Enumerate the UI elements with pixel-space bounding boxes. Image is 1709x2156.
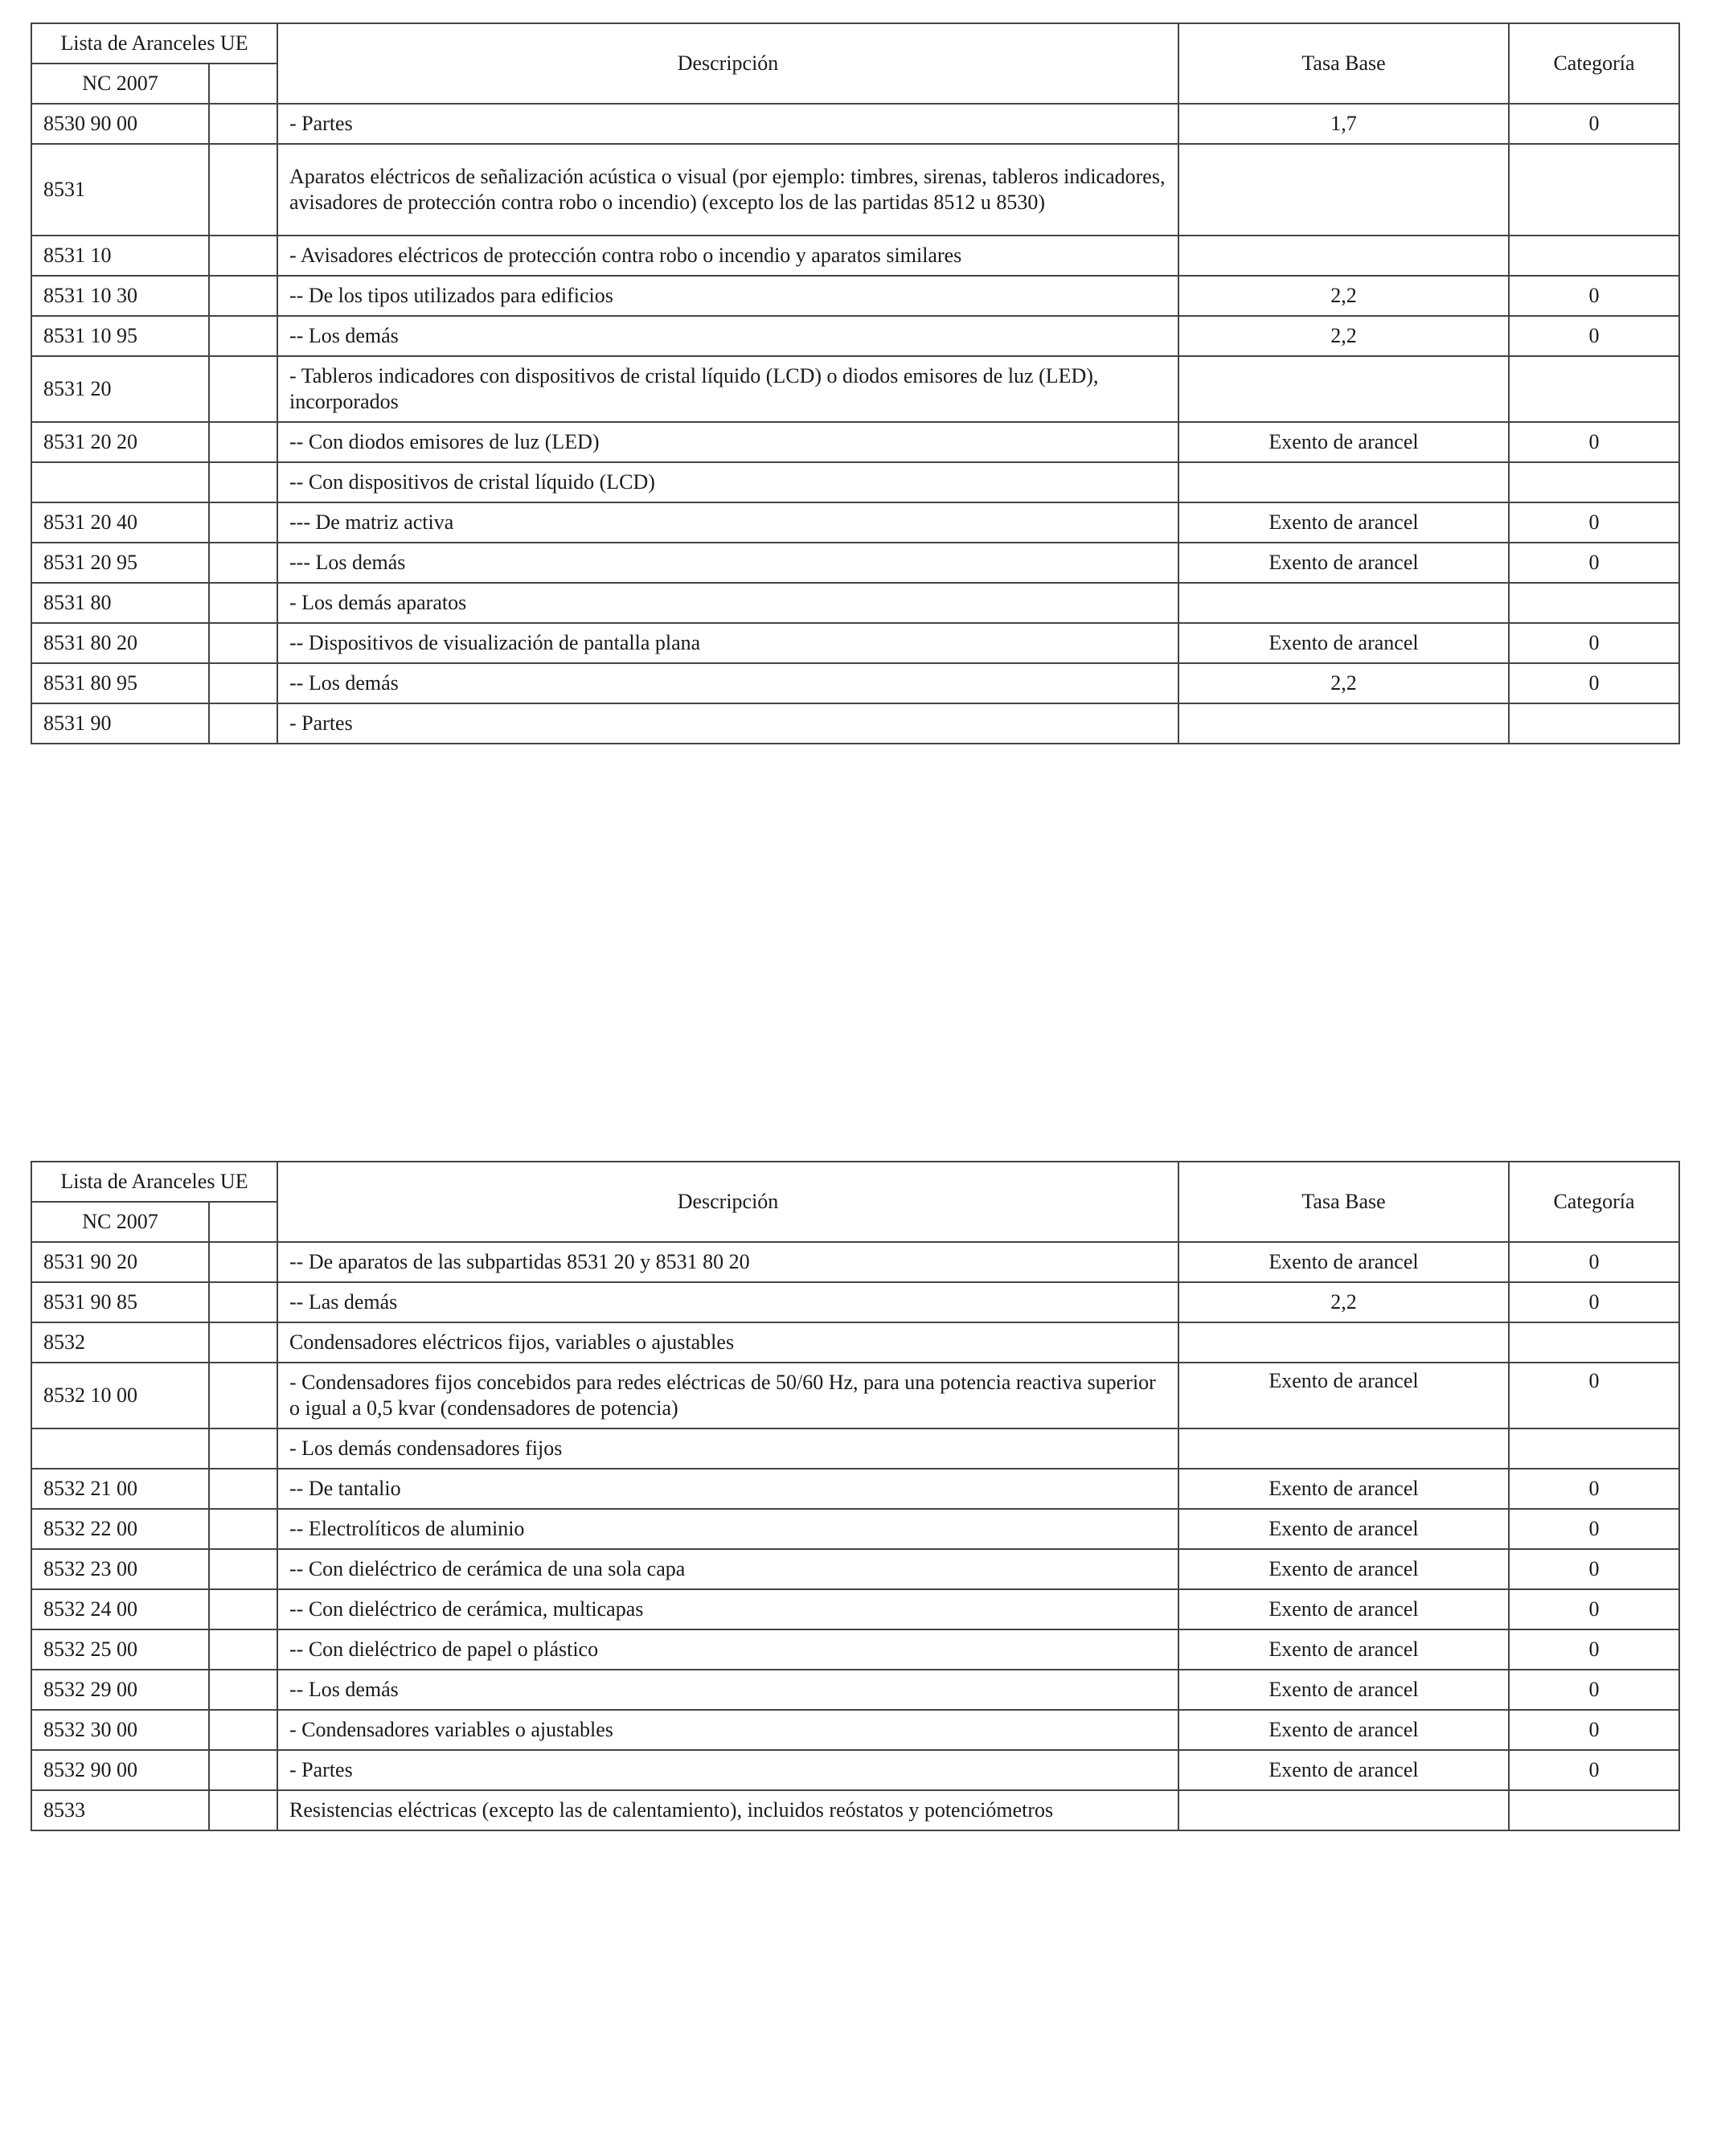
description-cell: -- Electrolíticos de aluminio: [277, 1509, 1178, 1549]
tasa-base-cell: [1178, 1428, 1509, 1469]
table-row: [31, 1790, 1679, 1830]
description-cell: -- Los demás: [277, 663, 1178, 703]
tasa-base-cell: [1178, 462, 1509, 502]
extra-cell: [209, 543, 277, 583]
code-cell: 8531 20 20: [31, 422, 209, 462]
header-descripcion: Descripción: [277, 1162, 1178, 1242]
extra-cell: [209, 1282, 277, 1322]
table-row: [31, 462, 1679, 502]
table-row: [31, 1629, 1679, 1670]
code-cell: 8532 30 00: [31, 1710, 209, 1750]
tasa-base-cell: Exento de arancel: [1178, 623, 1509, 663]
header-tasa-base: Tasa Base: [1178, 1162, 1509, 1242]
tasa-base-cell: Exento de arancel: [1178, 1469, 1509, 1509]
tasa-base-cell: Exento de arancel: [1178, 502, 1509, 543]
description-cell: -- De los tipos utilizados para edificios: [277, 276, 1178, 316]
description-cell: -- Con dispositivos de cristal líquido (LCD): [277, 462, 1178, 502]
extra-cell: [209, 1670, 277, 1710]
description-cell: -- Con diodos emisores de luz (LED): [277, 422, 1178, 462]
table-row: [31, 543, 1679, 583]
extra-cell: [209, 1710, 277, 1750]
tasa-base-cell: Exento de arancel: [1178, 1242, 1509, 1282]
extra-cell: [209, 144, 277, 236]
categoria-cell: [1509, 144, 1679, 236]
tasa-base-cell: 2,2: [1178, 1282, 1509, 1322]
code-cell: 8533: [31, 1790, 209, 1830]
extra-cell: [209, 1322, 277, 1363]
table-row: [31, 502, 1679, 543]
categoria-cell: 0: [1509, 1549, 1679, 1589]
extra-cell: [209, 316, 277, 356]
table-row: [31, 1282, 1679, 1322]
description-cell: -- Los demás: [277, 1670, 1178, 1710]
description-cell: -- Los demás: [277, 316, 1178, 356]
categoria-cell: [1509, 1322, 1679, 1363]
header-row: [31, 23, 1679, 64]
table-row: [31, 1509, 1679, 1549]
code-cell: 8531 10 95: [31, 316, 209, 356]
description-cell: Condensadores eléctricos fijos, variables o ajustables: [277, 1322, 1178, 1363]
description-cell: - Partes: [277, 104, 1178, 144]
code-cell: 8531 80: [31, 583, 209, 623]
extra-cell: [209, 1363, 277, 1428]
tasa-base-cell: Exento de arancel: [1178, 1509, 1509, 1549]
description-cell: - Partes: [277, 1750, 1178, 1790]
code-cell: 8532 21 00: [31, 1469, 209, 1509]
table-row: [31, 104, 1679, 144]
table-row: [31, 663, 1679, 703]
table-row: [31, 236, 1679, 276]
code-cell: 8531 20: [31, 356, 209, 422]
table-body: [31, 1162, 1679, 1830]
tasa-base-cell: 2,2: [1178, 276, 1509, 316]
categoria-cell: 0: [1509, 663, 1679, 703]
categoria-cell: 0: [1509, 1750, 1679, 1790]
header-lista: Lista de Aranceles UE: [31, 23, 277, 64]
categoria-cell: [1509, 1790, 1679, 1830]
description-cell: - Condensadores variables o ajustables: [277, 1710, 1178, 1750]
tasa-base-cell: Exento de arancel: [1178, 1363, 1509, 1428]
header-nc: NC 2007: [31, 1202, 209, 1242]
table-row: [31, 1670, 1679, 1710]
tasa-base-cell: [1178, 144, 1509, 236]
description-cell: - Condensadores fijos concebidos para redes eléctricas de 50/60 Hz, para una potencia reactiva superior o igual a 0,5 kvar (condensadores de potencia): [277, 1363, 1178, 1428]
description-cell: -- De tantalio: [277, 1469, 1178, 1509]
code-cell: 8530 90 00: [31, 104, 209, 144]
table-row: [31, 703, 1679, 744]
extra-cell: [209, 1509, 277, 1549]
table-row: [31, 1549, 1679, 1589]
description-cell: -- Con dieléctrico de cerámica, multicapas: [277, 1589, 1178, 1629]
code-cell: [31, 1428, 209, 1469]
categoria-cell: 0: [1509, 1509, 1679, 1549]
table-row: [31, 1750, 1679, 1790]
table-row: [31, 316, 1679, 356]
table-row: [31, 623, 1679, 663]
categoria-cell: 0: [1509, 543, 1679, 583]
table-row: [31, 356, 1679, 422]
table-row: [31, 1469, 1679, 1509]
categoria-cell: [1509, 703, 1679, 744]
categoria-cell: 0: [1509, 1670, 1679, 1710]
code-cell: 8531: [31, 144, 209, 236]
table-row: [31, 583, 1679, 623]
description-cell: --- Los demás: [277, 543, 1178, 583]
extra-cell: [209, 276, 277, 316]
categoria-cell: 0: [1509, 1710, 1679, 1750]
table-row: [31, 1363, 1679, 1428]
table-row: [31, 1589, 1679, 1629]
header-empty-cell: [209, 1202, 277, 1242]
tasa-base-cell: Exento de arancel: [1178, 1629, 1509, 1670]
code-cell: 8531 10: [31, 236, 209, 276]
extra-cell: [209, 1750, 277, 1790]
tasa-base-cell: Exento de arancel: [1178, 1549, 1509, 1589]
extra-cell: [209, 623, 277, 663]
description-cell: - Avisadores eléctricos de protección contra robo o incendio y aparatos similares: [277, 236, 1178, 276]
extra-cell: [209, 422, 277, 462]
tasa-base-cell: Exento de arancel: [1178, 422, 1509, 462]
extra-cell: [209, 663, 277, 703]
table-row: [31, 1710, 1679, 1750]
description-cell: Aparatos eléctricos de señalización acústica o visual (por ejemplo: timbres, sirenas, tableros indicadores, avisadores de protección contra robo o incendio) (excepto los de las partidas 8512 u 8530): [277, 144, 1178, 236]
table-row: [31, 1242, 1679, 1282]
tasa-base-cell: [1178, 703, 1509, 744]
code-cell: 8532 29 00: [31, 1670, 209, 1710]
code-cell: 8531 20 40: [31, 502, 209, 543]
tariff-table-1: [31, 23, 1680, 744]
table-body: [31, 23, 1679, 744]
table-row: [31, 1322, 1679, 1363]
categoria-cell: 0: [1509, 104, 1679, 144]
categoria-cell: 0: [1509, 422, 1679, 462]
categoria-cell: 0: [1509, 276, 1679, 316]
header-categoria: Categoría: [1509, 23, 1679, 104]
code-cell: 8532 23 00: [31, 1549, 209, 1589]
tasa-base-cell: Exento de arancel: [1178, 543, 1509, 583]
header-tasa-base: Tasa Base: [1178, 23, 1509, 104]
tasa-base-cell: [1178, 1790, 1509, 1830]
extra-cell: [209, 583, 277, 623]
tasa-base-cell: [1178, 583, 1509, 623]
categoria-cell: [1509, 583, 1679, 623]
extra-cell: [209, 1549, 277, 1589]
categoria-cell: 0: [1509, 316, 1679, 356]
table-row: [31, 276, 1679, 316]
categoria-cell: [1509, 462, 1679, 502]
categoria-cell: 0: [1509, 623, 1679, 663]
header-empty-cell: [209, 64, 277, 104]
code-cell: 8532 10 00: [31, 1363, 209, 1428]
code-cell: 8531 90: [31, 703, 209, 744]
code-cell: 8531 20 95: [31, 543, 209, 583]
categoria-cell: 0: [1509, 1629, 1679, 1670]
header-descripcion: Descripción: [277, 23, 1178, 104]
extra-cell: [209, 1242, 277, 1282]
extra-cell: [209, 236, 277, 276]
extra-cell: [209, 1589, 277, 1629]
description-cell: -- Con dieléctrico de papel o plástico: [277, 1629, 1178, 1670]
categoria-cell: 0: [1509, 1282, 1679, 1322]
categoria-cell: 0: [1509, 1469, 1679, 1509]
extra-cell: [209, 104, 277, 144]
code-cell: 8532 25 00: [31, 1629, 209, 1670]
tasa-base-cell: 2,2: [1178, 663, 1509, 703]
description-cell: -- Con dieléctrico de cerámica de una sola capa: [277, 1549, 1178, 1589]
extra-cell: [209, 1428, 277, 1469]
tasa-base-cell: [1178, 236, 1509, 276]
code-cell: 8532 24 00: [31, 1589, 209, 1629]
description-cell: -- De aparatos de las subpartidas 8531 20 y 8531 80 20: [277, 1242, 1178, 1282]
tasa-base-cell: Exento de arancel: [1178, 1750, 1509, 1790]
extra-cell: [209, 502, 277, 543]
code-cell: 8532: [31, 1322, 209, 1363]
description-cell: - Los demás condensadores fijos: [277, 1428, 1178, 1469]
table-row: [31, 422, 1679, 462]
code-cell: 8531 80 20: [31, 623, 209, 663]
categoria-cell: 0: [1509, 1589, 1679, 1629]
code-cell: 8531 10 30: [31, 276, 209, 316]
code-cell: 8532 90 00: [31, 1750, 209, 1790]
description-cell: --- De matriz activa: [277, 502, 1178, 543]
extra-cell: [209, 356, 277, 422]
description-cell: - Partes: [277, 703, 1178, 744]
header-categoria: Categoría: [1509, 1162, 1679, 1242]
code-cell: 8532 22 00: [31, 1509, 209, 1549]
description-cell: -- Dispositivos de visualización de pantalla plana: [277, 623, 1178, 663]
table-row: [31, 144, 1679, 236]
header-nc: NC 2007: [31, 64, 209, 104]
extra-cell: [209, 1629, 277, 1670]
categoria-cell: 0: [1509, 1242, 1679, 1282]
tasa-base-cell: Exento de arancel: [1178, 1589, 1509, 1629]
categoria-cell: [1509, 236, 1679, 276]
extra-cell: [209, 1790, 277, 1830]
description-cell: Resistencias eléctricas (excepto las de calentamiento), incluidos reóstatos y potenciómetros: [277, 1790, 1178, 1830]
categoria-cell: 0: [1509, 502, 1679, 543]
header-lista: Lista de Aranceles UE: [31, 1162, 277, 1202]
code-cell: 8531 80 95: [31, 663, 209, 703]
code-cell: 8531 90 85: [31, 1282, 209, 1322]
tasa-base-cell: [1178, 356, 1509, 422]
description-cell: - Tableros indicadores con dispositivos de cristal líquido (LCD) o diodos emisores de luz (LED), incorporados: [277, 356, 1178, 422]
description-cell: - Los demás aparatos: [277, 583, 1178, 623]
table-row: [31, 1428, 1679, 1469]
tasa-base-cell: 2,2: [1178, 316, 1509, 356]
tasa-base-cell: [1178, 1322, 1509, 1363]
code-cell: 8531 90 20: [31, 1242, 209, 1282]
tasa-base-cell: Exento de arancel: [1178, 1670, 1509, 1710]
extra-cell: [209, 462, 277, 502]
categoria-cell: [1509, 1428, 1679, 1469]
categoria-cell: [1509, 356, 1679, 422]
tasa-base-cell: 1,7: [1178, 104, 1509, 144]
tariff-table-2: [31, 1161, 1680, 1831]
extra-cell: [209, 1469, 277, 1509]
categoria-cell: 0: [1509, 1363, 1679, 1428]
extra-cell: [209, 703, 277, 744]
code-cell: [31, 462, 209, 502]
tasa-base-cell: Exento de arancel: [1178, 1710, 1509, 1750]
header-row: [31, 1162, 1679, 1202]
description-cell: -- Las demás: [277, 1282, 1178, 1322]
